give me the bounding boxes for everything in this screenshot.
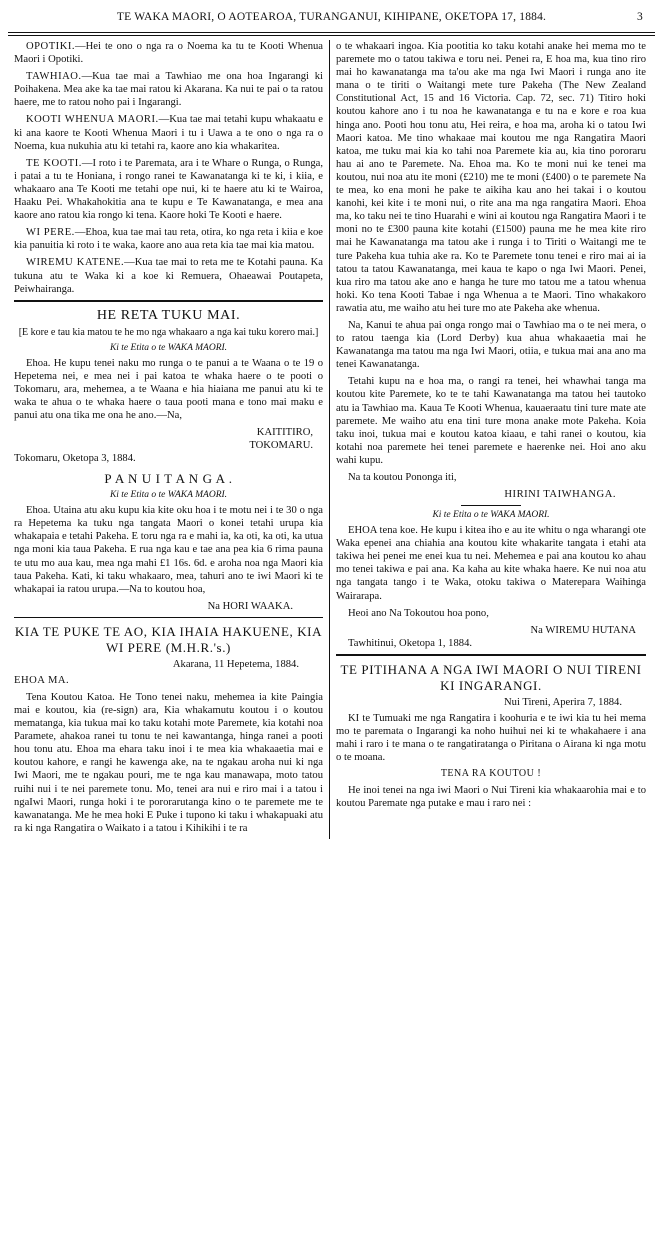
- letter2-signature: [336, 624, 646, 650]
- notice-wi-pere: WI PERE.—Ehoa, kua tae mai tau reta, otira, ko nga reta i kiia e koe kia panuitia ki roto i te waka, kaore ano aua reta kia tae mai kia matou.: [14, 227, 323, 252]
- panuitanga-signature: [14, 600, 323, 613]
- panuitanga-to-editor: Ki te Etita o te WAKA MAORI.: [109, 490, 228, 501]
- pitihana-date: Nui Tireni, Aperira 7, 1884.: [504, 696, 622, 708]
- pitihana-body2: He inoi tenei na nga iwi Maori o Nui Tireni kia whakaarohia mai e to koutou Paremate nga putake e mau i raro nei :: [336, 785, 646, 810]
- letter2-body: EHOA tena koe. He kupu i kitea iho e au ite whitu o nga wharangi ote Waka epenei ana chiahia ana koutou kite whakarite tangata i etahi ata takiwa hei penei me enei kua tu nei. Mehemea e pai ana koutou ko ahau mo tenei takiwa e pai ana. Ka kaha au kite whaka haere. Ke nui noa atu nga tangata tango i te Waka, otoku takiwa o Materepara Waihinga Wairarapa.: [336, 525, 646, 602]
- columns: [8, 40, 655, 839]
- reta-to-editor: Ki te Etita o te WAKA MAORI.: [109, 342, 228, 353]
- pitihana-body: KI te Tumuaki me nga Rangatira i koohuria e te iwi kia tu hei mema mo te paremata o Ingarangi ka noho huihui nei ki te whakahaere i ana mahi i raro i te mana o te rangatiratanga o Piritana o Airana ki nga motu o te moana.: [336, 712, 646, 764]
- reta-signature: [14, 426, 323, 465]
- section-divider: [336, 654, 646, 656]
- letter-sig-name: HIRINI TAIWHANGA.: [504, 489, 616, 501]
- short-divider: [461, 505, 521, 506]
- pitihana-heading: TE PITIHANA A NGA IWI MAORI O NUI TIRENI KI INGARANGI.: [340, 661, 642, 693]
- left-column: [8, 40, 330, 839]
- notice-wiremu-katene: WIREMU KATENE.—Kua tae mai to reta me te Kotahi pauna. Ka tukuna atu te Waka ki a koe ki Remuera, Ohaeawai Poutapeta, Peiwhairanga.: [14, 257, 323, 295]
- letter-tetahi: Tetahi kupu na e hoa ma, o rangi ra tenei, hei whawhai tanga ma koutou kite Paremete, ko te te tahi Kawanatanga ma tatou hei tautoko atu ia Tawhiao ma. Kaua Te Kooti Whenua, kauaeraatu tini ture mate ate paremete. Me waiho atu ena tini ture mona anake mote Pakeha. Koia taku inoi, tukua mai e koutou katoa kiaau, e tahi ranei o koutou, kia kotahi noa paremete hei tenei paremete e haerenke nei. Hoi ano aku wahi kupu.: [336, 376, 646, 466]
- puke-heading: KIA TE PUKE TE AO, KIA IHAIA HAKUENE, KIA WI PERE (M.H.R.'s.): [14, 623, 323, 655]
- reta-body: Ehoa. He kupu tenei naku mo runga o te panui a te Waana o te 19 o Hepetema nei, e mea nei i pai katoa te whaka haere o te pooti o Tokomaru, ara, mehemea, a te Waana e hia hiaiana me panui atu ki te waka te ahua o te whaka haere o taua pooti mana e tono mai maku e panui atu ona tika me ona he ano.—Na,: [14, 357, 323, 422]
- section-divider: [14, 300, 323, 302]
- right-column: [330, 40, 652, 839]
- header-rule: [8, 32, 655, 36]
- letter2-date: Tawhitinui, Oketopa 1, 1884.: [348, 637, 473, 649]
- puke-body: Tena Koutou Katoa. He Tono tenei naku, mehemea ia kite Paingia mai e koutou, kia (re-sign) ara, Kia whakamutu koutou i o koutou mematanga, kia tukua mai ko taku kotahi mote Paremete, kia kotahi noa Paramete, ahakoa ranei tu tonu te nei kawantanga, hinga ranei a pooti hou tonu atu. Ehoa ma ehara taku inoi i te mea kia whakaaetia mai e koutou kahore, e rangi he kawenga ake, na te ngakau aroha nui ki nga Iwi Maori, me te ngakau pouri, me te nga kau manawapa, moto tatou ruihi nui i te nei paremete tonu. Mo, tenei ara nui e riro mai i a tatou i ngaIwi Maori, runga hoki i te pororarutanga kino o te paremete me te kawanatanga. Me he mea hoki E Puke i tupono ki taku i whakapuaki atu ra ki nga Rangatira o Waikato i a tatou i Kihikihi i te ra: [14, 691, 323, 834]
- masthead-title: TE WAKA MAORI, O AOTEAROA, TURANGANUI, KIHIPANE, OKETOPA 17, 1884.: [116, 11, 547, 23]
- puke-date: Akarana, 11 Hepetema, 1884.: [172, 658, 299, 670]
- section-divider: [14, 617, 323, 618]
- pitihana-greeting: TENA RA KOUTOU !: [440, 768, 542, 780]
- reta-sig-name: KAITITIRO,: [256, 427, 313, 439]
- page-header: [8, 0, 655, 32]
- panuitanga-heading: P A N U I T A N G A .: [104, 471, 233, 487]
- notice-tawhiao: TAWHIAO.—Kua tae mai a Tawhiao me ona hoa Ingarangi ki Poihakena. Mea ake ka tae mai ratou ki Akarana. Ka nui te pai o ta ratou haere, me to ratou noho pai i Ingarangi.: [14, 71, 323, 109]
- panuitanga-body: Ehoa. Utaina atu aku kupu kia kite oku hoa i te motu nei i te 30 o nga ra Hepetema ka tuku nga tangata Maori o konei tetahi urupa kia whakapaia e tetahi Pakeha. E toru nga ra e mahi ia, ka oti, ka oti, ka utua nga moni kia taua Pakeha. E rua nga kau e tae ana pea kia 6 rima pauna te utu mo aua kau, mea nga mahi £1 16s. 6d. e aroha noa nga Maori kia taua Pakeha. Kati, ki taku whakaaro, mea, tahuri ano te iwi Maori ki te whakapai ia ratou urupa.—Na to koutou hoa,: [14, 505, 323, 595]
- notice-opotiki: OPOTIKI.—Hei te ono o nga ra o Noema ka tu te Kooti Whenua Maori i Opotiki.: [14, 41, 323, 66]
- letter2-closing: Heoi ano Na Tokoutou hoa pono,: [348, 607, 489, 619]
- letter-continuation: o te whakaari ingoa. Kia pootitia ko taku kotahi anake hei mema mo te paremete mo o tatou takiwa e toru nei. Penei ra, E hoa ma, kua tino riro mai ho kawanatanga ma ta'ou ake ma nga Iwi Maori i runga ano ite mana o te tiriti o Waitangi mete ture Pakeha (The New Zealand Constitutional Act, 15 and 16 Victoria. Cap. 72, sec. 71) Titiro hoki koutou kahore ano i tu noa he kawanatanga e tu na e kore e roa kua hinga ano. Pooti hou tonu atu, Hei reira, e hoa ma, aroha ki o tatou Iwi Maori katoa. Me tino whakaae mai koutou me nga Rangatira Maori katoa, me tuku mai kia ko tahi noa Paremete kia au, kia tino pororaru hau ai ano te Paremete. Na. Ehoa ma. Ko te moni nui ke tenei ma koutou, nui noa atu ite moni (£210) me te moni (£400) o te paremete Na te mea, ko ena moni he pake te aikiha kau ano hei takai i o koutou kanohi, kei kite i te moni nui, o rite ana ma nga rangatira Maori. Ehoa ma, ko taku nei te tino Huarahi e wini ai koutou nga Rangatira Maori i te moni no te £300 pauna kite kotahi (£1500) pauna me he mea kite riro mai he Kawanatanga ma tatou ake i runga i to Tiriti o Waitangi me te ture Pakeha kua tuhia ake ra. Ko te Paremete tonu tenei e riro mai ai ia tatou ta tatou Kawanatanga, mei kaua te kapo o nga Iwi Maori. Penei, kua riro ma tatou ake ano e hanga he ture mo tatou me a tatou whenua hoki. Ko tena Kooti Tabae i nga Whenua a te Maori. Tino whakakoro rawatia atu, me waiho atu hei ture mo ate Pakeha ake whenua.: [336, 41, 646, 314]
- page-number: 3: [637, 11, 643, 23]
- notice-kooti-whenua: KOOTI WHENUA MAORI.—Kua tae mai tetahi kupu whakaatu e ki ana kaore te Kooti Whenua Maori i tu i Uawa a te ono o nga ra o Noema, kua nukuhia atu ki tetahi ra, kaore ano kia whakaritea.: [14, 114, 323, 152]
- reta-date: Tokomaru, Oketopa 3, 1884.: [14, 453, 136, 465]
- notice-te-kooti: TE KOOTI.—I roto i te Paremata, ara i te Whare o Runga, o Runga, i patai a tu te Honiana, i rongo ranei te Kawanatanga ki te ki, i kiia, e whakaaro ana Te Kooti me tetahi ope nui, ki te haere atu ki te Wairoa, Haaku Pei. Whakahokitia ana te kupu e Te Kawanatanga, e mea ana kaore ano ratou kia rongo ki tena. Kaore hoki Te Kooti e haere.: [14, 157, 323, 222]
- letter-kanui: Na, Kanui te ahua pai onga rongo mai o Tawhiao ma o te nei mera, o to ratou taenga kia (Lord Derby) kua ahua whakaaetia mai he Kawanatanga ma tatou ma nga Iwi Maori, otiia, e tukua mai ana ano ma tenei Kawanatanga.: [336, 319, 646, 371]
- letter-signature: [336, 488, 646, 501]
- letter2-sig-name: Na WIREMU HUTANA: [530, 624, 636, 636]
- reta-sig-place: TOKOMARU.: [249, 440, 313, 452]
- puke-salutation: EHOA MA.: [14, 674, 70, 686]
- letter-closing: Na ta koutou Pononga iti,: [348, 472, 457, 483]
- reta-note: [E kore e tau kia matou te he mo nga whakaaro a nga kai tuku korero mai.]: [18, 326, 319, 338]
- letter2-to-editor: Ki te Etita o te WAKA MAORI.: [432, 510, 550, 521]
- panuitanga-sig: Na HORI WAAKA.: [207, 600, 293, 612]
- reta-heading: HE RETA TUKU MAI.: [96, 307, 241, 323]
